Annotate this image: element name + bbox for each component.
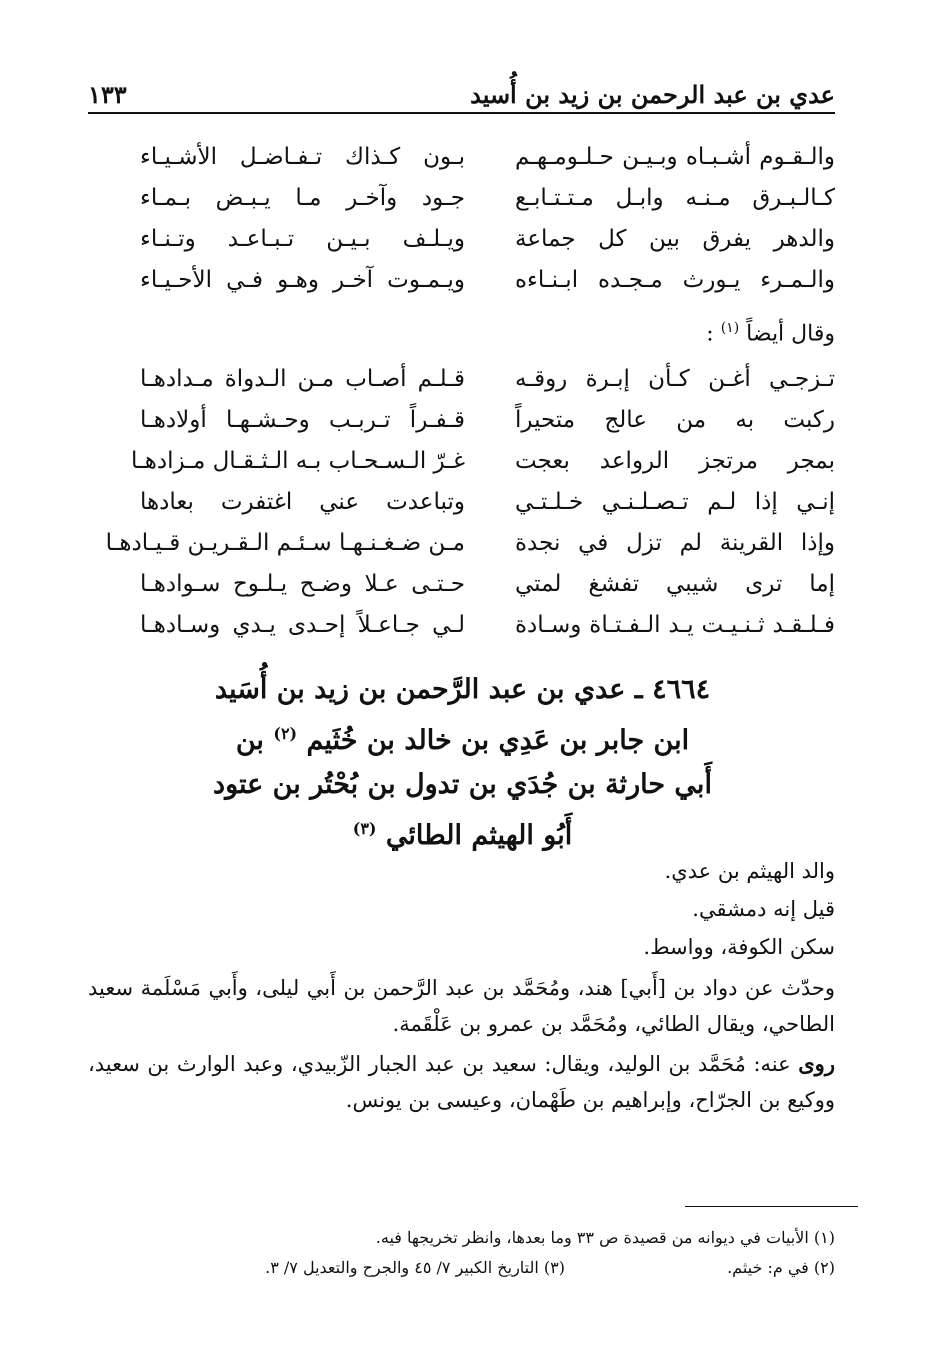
verse-second-hemistich: قـلـم أصـاب مـن الـدواة مـدادهـا: [140, 366, 465, 392]
entry-heading-line: ٤٦٦٤ ـ عدي بن عبد الرَّحمن بن زيد بن أُسَيد: [214, 674, 711, 705]
verse-second-hemistich: جـود وآخـر مـا يـبـض بـمـاء: [140, 185, 465, 211]
verse: [140, 144, 835, 185]
verse-first-hemistich: والدهر يفرق بين كل جماعة: [515, 226, 835, 252]
footnote: (١) الأبيات في ديوانه من قصيدة ص ٣٣ وما بعدها، وانظر تخريجها فيه.: [375, 1228, 835, 1247]
poem-block-2: [105, 366, 835, 653]
verse-second-hemistich: حـتـى عـلا وضـح يـلـوح سـوادهـا: [140, 571, 465, 597]
verse-first-hemistich: فـلـقـد ثـنـيـت يـد الـفـتـاة وسـادة: [515, 612, 835, 638]
entry-heading-line: أَبي حارثة بن جُدَي بن تدول بن بُحْتُر بن عتود: [213, 769, 712, 800]
footnote-row: [92, 1258, 835, 1288]
verse: [140, 185, 835, 226]
intro-colon: :: [706, 321, 714, 347]
verse-first-hemistich: وإذا القرينة لم تزل في نجدة: [515, 530, 835, 556]
footnote-ref: (١): [720, 320, 740, 336]
body-paragraph: [88, 1046, 835, 1118]
entry-heading-line: [90, 807, 835, 858]
verse-second-hemistich: غـرّ الـسـحـاب بـه الـثـقـال مـزادهـا: [131, 448, 465, 474]
poem-intro: [706, 320, 835, 346]
verse: [140, 267, 835, 308]
footnote-divider: [685, 1206, 858, 1207]
verse-second-hemistich: وتباعدت عني اغتفرت بعادها: [140, 489, 465, 515]
verse-second-hemistich: بـون كـذاك تـفـاضـل الأشـيـاء: [140, 144, 465, 170]
entry-heading-text: أَبُو الهيثم الطائي: [385, 820, 573, 851]
page-number: ١٣٣: [88, 80, 127, 109]
verse-second-hemistich: لـي جـاعـلاً إحـدى يـدي وسـادهـا: [140, 612, 465, 638]
verse: [140, 612, 835, 653]
body-line: قيل إنه دمشقي.: [692, 897, 835, 921]
intro-text: وقال أيضاً: [746, 321, 835, 347]
verse-first-hemistich: تـزجـي أغـن كـأن إبـرة روقـه: [515, 366, 835, 392]
poem-block-1: [140, 144, 835, 308]
entry-body: [88, 852, 835, 1118]
verse-first-hemistich: إنـي إذا لـم تـصـلـنـي خـلـتـي: [515, 489, 835, 515]
verse: [140, 226, 835, 267]
verse-second-hemistich: ويـمـوت آخـر وهـو فـي الأحـيـاء: [140, 267, 465, 293]
verse-first-hemistich: والـمـرء يـورث مـجـده ابـنـاءه: [515, 267, 835, 293]
verse-second-hemistich: مـن ضـغـنـهـا سـئـم الـقـريـن قـيـادهـا: [105, 530, 465, 556]
paragraph-lead-word: روى: [798, 1051, 835, 1076]
verse-second-hemistich: ويـلـف بـيـن تـبـاعـد وتـنـاء: [140, 226, 465, 252]
verse-first-hemistich: إما ترى شيبي تفشغ لمتي: [515, 571, 835, 597]
entry-heading-text: بن: [235, 725, 264, 756]
verse-first-hemistich: كـالـبـرق مـنـه وابـل مـتـتـابـع: [515, 185, 835, 211]
verse: [140, 366, 835, 407]
entry-heading-line: [90, 712, 835, 763]
body-paragraph: وحدّث عن دواد بن [أَبي] هند، ومُحَمَّد بن عبد الرَّحمن بن أَبي ليلى، وأَبي مَسْلَمة سعيد الطاحي، ويقال الطائي، ومُحَمَّد بن عمرو بن عَلْقَمة.: [88, 976, 835, 1036]
verse-first-hemistich: والـقـوم أشـبـاه وبـيـن حـلـومـهـم: [515, 144, 835, 170]
verse: [140, 571, 835, 612]
body-line: سكن الكوفة، وواسط.: [643, 935, 835, 959]
verse-first-hemistich: ركبت به من عالج متحيراً: [515, 407, 835, 433]
verse: [140, 489, 835, 530]
verse: [140, 407, 835, 448]
verse-first-hemistich: بمجر مرتجز الرواعد بعجت: [515, 448, 835, 474]
footnote: (٢) في م: خيثم.: [727, 1258, 835, 1277]
verse: [131, 448, 835, 489]
footnotes: [92, 1228, 835, 1288]
entry-heading-text: ابن جابر بن عَدِي بن خالد بن خُثَيم: [306, 725, 690, 756]
verse: [105, 530, 835, 571]
running-header: [88, 78, 835, 114]
footnote-ref: (٢): [273, 724, 298, 743]
body-line: والد الهيثم بن عدي.: [664, 859, 835, 883]
footnote-row: [92, 1228, 835, 1258]
footnote-ref: (٣): [352, 819, 377, 838]
header-title: عدي بن عبد الرحمن بن زيد بن أُسيد: [470, 80, 835, 109]
entry-heading: [90, 668, 835, 858]
paragraph-text: عنه: مُحَمَّد بن الوليد، ويقال: سعيد بن عبد الجبار الزّبيدي، وعبد الوارث بن سعيد، ووكيع بن الجرّاح، وإبراهيم بن طَهْمان، وعيسى بن يونس.: [88, 1052, 835, 1112]
footnote: (٣) التاريخ الكبير ٧/ ٤٥ والجرح والتعديل ٧/ ٣.: [265, 1258, 565, 1277]
verse-second-hemistich: قـفـراً تـربـب وحـشـهـا أولادهـا: [140, 407, 465, 433]
